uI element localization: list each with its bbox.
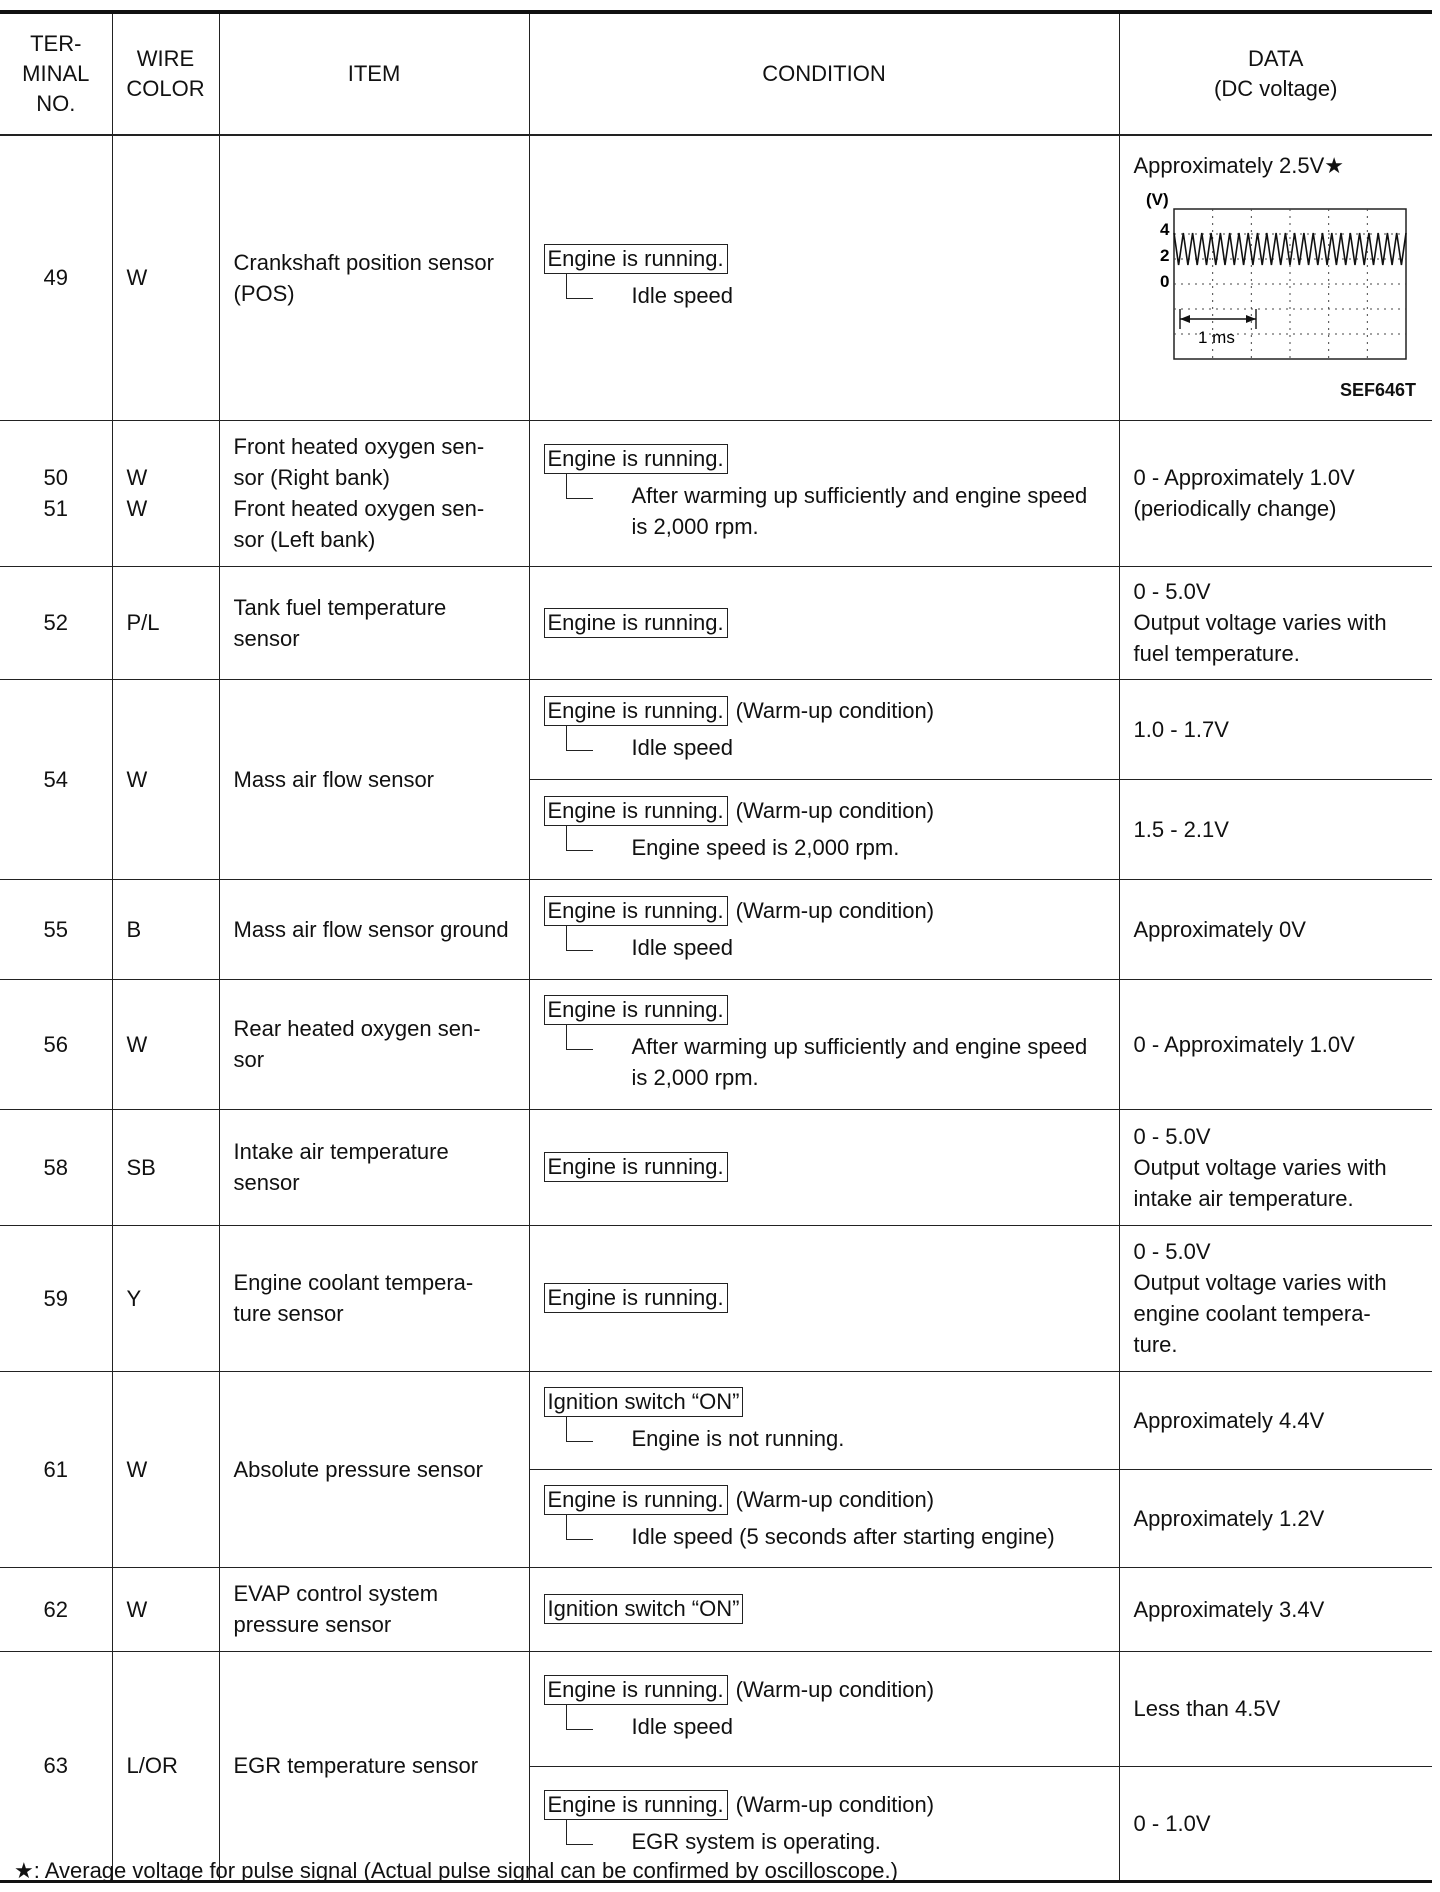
condition-sub-text: After warming up sufficiently and engine speed is 2,000 rpm. bbox=[631, 483, 1088, 539]
terminal-cell bbox=[0, 1109, 112, 1225]
condition-box: Engine is running. bbox=[544, 896, 728, 926]
elbow-connector-icon bbox=[566, 474, 593, 499]
condition-cell bbox=[529, 566, 1119, 679]
data-value: 1.0 - 1.7V bbox=[1133, 716, 1229, 742]
condition-box: Engine is running. bbox=[544, 244, 728, 274]
header-data-label: DATA (DC voltage) bbox=[1214, 46, 1338, 101]
terminal-cell bbox=[0, 679, 112, 879]
condition-line bbox=[544, 696, 1105, 726]
data-cell bbox=[1119, 1371, 1432, 1469]
condition-cell bbox=[529, 779, 1119, 879]
condition-line bbox=[544, 608, 1105, 638]
condition-sub bbox=[566, 480, 1105, 542]
condition-sub bbox=[566, 832, 1105, 863]
wire-color-cell-text: W bbox=[126, 766, 148, 792]
condition-cell bbox=[529, 1225, 1119, 1371]
condition-cell bbox=[529, 420, 1119, 566]
condition-cell bbox=[529, 135, 1119, 420]
wire-color-cell-text: W bbox=[126, 1596, 148, 1622]
table-row bbox=[0, 879, 1432, 979]
ecm-terminal-table bbox=[0, 10, 1432, 1883]
wire-color-cell bbox=[112, 979, 219, 1109]
terminal-cell bbox=[0, 1371, 112, 1567]
scope-arrow-left-icon bbox=[1180, 315, 1190, 323]
condition-note: (Warm-up condition) bbox=[735, 1677, 935, 1702]
item-cell-text: Intake air temperature sensor bbox=[233, 1139, 449, 1195]
data-value: 0 - Approximately 1.0V bbox=[1133, 1031, 1355, 1057]
condition-sub-text: After warming up sufficiently and engine speed is 2,000 rpm. bbox=[631, 1034, 1088, 1090]
scope-time-label: 1 ms bbox=[1197, 328, 1235, 347]
terminal-cell bbox=[0, 1651, 112, 1881]
item-cell-text: EGR temperature sensor bbox=[233, 1753, 479, 1778]
table-row bbox=[0, 566, 1432, 679]
item-cell-text: EVAP control system pressure sensor bbox=[233, 1581, 439, 1637]
data-value: Approximately 3.4V bbox=[1133, 1596, 1325, 1622]
wire-color-cell bbox=[112, 566, 219, 679]
item-cell bbox=[219, 1567, 529, 1651]
terminal-cell-text: 49 bbox=[43, 265, 68, 291]
terminal-cell-text: 56 bbox=[43, 1031, 68, 1057]
terminal-cell-text: 62 bbox=[43, 1596, 68, 1622]
terminal-cell-text: 55 bbox=[43, 916, 68, 942]
table-row bbox=[0, 420, 1432, 566]
wire-color-cell bbox=[112, 1567, 219, 1651]
elbow-connector-icon bbox=[566, 926, 593, 951]
terminal-cell bbox=[0, 566, 112, 679]
condition-box: Engine is running. bbox=[544, 1675, 728, 1705]
elbow-connector-icon bbox=[566, 826, 593, 851]
terminal-cell-text: 58 bbox=[43, 1154, 68, 1180]
table-row bbox=[0, 1371, 1432, 1469]
condition-line bbox=[544, 244, 1105, 274]
condition-line bbox=[544, 796, 1105, 826]
item-cell-text: Crankshaft position sensor (POS) bbox=[233, 249, 494, 306]
condition-sub-text: Idle speed bbox=[631, 934, 734, 960]
data-cell bbox=[1119, 879, 1432, 979]
wire-color-cell bbox=[112, 1651, 219, 1881]
wire-color-cell-text: SB bbox=[126, 1154, 156, 1180]
item-cell bbox=[219, 1651, 529, 1881]
condition-note: (Warm-up condition) bbox=[735, 797, 935, 823]
condition-box: Engine is running. bbox=[544, 1485, 728, 1515]
wire-color-cell-text: W bbox=[126, 1031, 148, 1057]
item-cell bbox=[219, 1371, 529, 1567]
data-value: 1.5 - 2.1V bbox=[1133, 816, 1229, 842]
condition-line bbox=[544, 1485, 1105, 1515]
condition-line bbox=[544, 1790, 1105, 1820]
oscilloscope-figure bbox=[1134, 191, 1419, 400]
header-row bbox=[0, 12, 1432, 135]
condition-sub bbox=[566, 1826, 1105, 1857]
condition-sub-text: Idle speed bbox=[631, 734, 734, 760]
wire-color-cell bbox=[112, 1225, 219, 1371]
elbow-connector-icon bbox=[566, 1025, 593, 1050]
data-value: 0 - 5.0V Output voltage varies with engine coolant tempera- ture. bbox=[1133, 1239, 1387, 1357]
terminal-cell-text: 50 51 bbox=[43, 465, 68, 521]
data-value: Approximately 2.5V★ bbox=[1133, 153, 1344, 178]
terminal-cell-text: 61 bbox=[43, 1456, 68, 1482]
data-value: Less than 4.5V bbox=[1133, 1696, 1281, 1721]
condition-box: Engine is running. bbox=[544, 995, 728, 1025]
condition-note: (Warm-up condition) bbox=[735, 1486, 935, 1512]
item-cell bbox=[219, 420, 529, 566]
condition-box: Engine is running. bbox=[544, 444, 728, 474]
condition-sub bbox=[566, 1423, 1105, 1454]
item-cell-text: Rear heated oxygen sen- sor bbox=[233, 1016, 481, 1072]
scope-tick-label: 0 bbox=[1159, 272, 1169, 291]
wire-color-cell bbox=[112, 879, 219, 979]
table-row bbox=[0, 135, 1432, 420]
scope-unit-label: (V) bbox=[1145, 191, 1169, 209]
wire-color-cell bbox=[112, 1109, 219, 1225]
condition-line bbox=[544, 1283, 1105, 1313]
condition-cell bbox=[529, 1109, 1119, 1225]
header-condition-label: CONDITION bbox=[762, 61, 886, 86]
table-row bbox=[0, 1651, 1432, 1766]
condition-line bbox=[544, 896, 1105, 926]
wire-color-cell-text: P/L bbox=[126, 610, 160, 635]
condition-sub-text: Engine speed is 2,000 rpm. bbox=[631, 834, 900, 860]
wire-color-cell-text: L/OR bbox=[126, 1753, 178, 1778]
data-value: 0 - Approximately 1.0V (periodically change) bbox=[1133, 465, 1355, 521]
condition-cell bbox=[529, 1469, 1119, 1567]
wire-color-cell bbox=[112, 135, 219, 420]
condition-sub bbox=[566, 280, 1105, 311]
elbow-connector-icon bbox=[566, 274, 593, 299]
condition-line bbox=[544, 1594, 1105, 1624]
terminal-cell-text: 63 bbox=[43, 1753, 68, 1778]
condition-line bbox=[544, 995, 1105, 1025]
wire-color-cell-text: W bbox=[126, 1456, 148, 1482]
data-cell bbox=[1119, 1225, 1432, 1371]
condition-sub-text: Engine is not running. bbox=[631, 1425, 845, 1451]
item-cell-text: Engine coolant tempera- ture sensor bbox=[233, 1270, 474, 1326]
terminal-cell bbox=[0, 1225, 112, 1371]
terminal-cell-text: 54 bbox=[43, 766, 68, 792]
terminal-table-wrapper bbox=[0, 10, 1432, 1883]
data-cell bbox=[1119, 1567, 1432, 1651]
data-value: Approximately 0V bbox=[1133, 916, 1306, 942]
table-row bbox=[0, 979, 1432, 1109]
data-cell bbox=[1119, 1469, 1432, 1567]
data-cell bbox=[1119, 1651, 1432, 1766]
header-item bbox=[219, 12, 529, 135]
data-value: 0 - 1.0V bbox=[1133, 1810, 1211, 1836]
item-cell bbox=[219, 879, 529, 979]
elbow-connector-icon bbox=[566, 1705, 593, 1730]
terminal-cell bbox=[0, 979, 112, 1109]
header-condition bbox=[529, 12, 1119, 135]
condition-cell bbox=[529, 679, 1119, 779]
condition-cell bbox=[529, 879, 1119, 979]
scope-tick-label: 4 bbox=[1159, 220, 1169, 239]
wire-color-cell bbox=[112, 420, 219, 566]
figure-code: SEF646T bbox=[1339, 380, 1416, 400]
condition-note: (Warm-up condition) bbox=[735, 697, 935, 723]
table-row bbox=[0, 1567, 1432, 1651]
condition-box: Engine is running. bbox=[544, 796, 728, 826]
data-cell bbox=[1119, 779, 1432, 879]
wire-color-cell-text: W bbox=[126, 265, 148, 291]
condition-sub bbox=[566, 1521, 1105, 1552]
data-cell bbox=[1119, 135, 1432, 420]
header-wire-color bbox=[112, 12, 219, 135]
table-row bbox=[0, 1225, 1432, 1371]
data-value: Approximately 1.2V bbox=[1133, 1505, 1325, 1531]
condition-sub-text: Idle speed bbox=[631, 283, 734, 309]
data-value: 0 - 5.0V Output voltage varies with fuel temperature. bbox=[1133, 579, 1387, 666]
terminal-cell bbox=[0, 420, 112, 566]
table-row bbox=[0, 679, 1432, 779]
data-cell bbox=[1119, 1109, 1432, 1225]
wire-color-cell bbox=[112, 679, 219, 879]
condition-sub-text: Idle speed bbox=[631, 1714, 734, 1739]
terminal-cell-text: 59 bbox=[43, 1285, 68, 1311]
condition-cell bbox=[529, 979, 1119, 1109]
condition-sub bbox=[566, 1711, 1105, 1742]
item-cell bbox=[219, 1109, 529, 1225]
condition-cell bbox=[529, 1567, 1119, 1651]
condition-note: (Warm-up condition) bbox=[735, 1791, 935, 1817]
item-cell bbox=[219, 135, 529, 420]
item-cell-text: Absolute pressure sensor bbox=[233, 1456, 483, 1482]
item-cell bbox=[219, 979, 529, 1109]
item-cell bbox=[219, 566, 529, 679]
condition-line bbox=[544, 1387, 1105, 1417]
wire-color-cell-text: W W bbox=[126, 465, 148, 521]
data-value: 0 - 5.0V Output voltage varies with intake air temperature. bbox=[1133, 1123, 1387, 1211]
condition-cell bbox=[529, 1651, 1119, 1766]
terminal-cell bbox=[0, 135, 112, 420]
wire-color-cell bbox=[112, 1371, 219, 1567]
terminal-cell bbox=[0, 1567, 112, 1651]
wire-color-cell-text: Y bbox=[126, 1285, 142, 1311]
header-data bbox=[1119, 12, 1432, 135]
table-body bbox=[0, 135, 1432, 1881]
condition-box: Ignition switch “ON” bbox=[544, 1387, 744, 1417]
condition-note: (Warm-up condition) bbox=[735, 897, 935, 923]
item-cell-text: Tank fuel temperature sensor bbox=[233, 594, 447, 651]
data-cell bbox=[1119, 566, 1432, 679]
condition-box: Engine is running. bbox=[544, 1152, 728, 1182]
condition-sub-text: Idle speed (5 seconds after starting engine) bbox=[631, 1523, 1055, 1549]
header-terminal-label: TER- MINAL NO. bbox=[22, 31, 90, 116]
data-cell bbox=[1119, 420, 1432, 566]
item-cell-text: Front heated oxygen sen- sor (Right bank) Front heated oxygen sen- sor (Left bank) bbox=[233, 434, 485, 552]
elbow-connector-icon bbox=[566, 1820, 593, 1845]
scope-tick-label: 2 bbox=[1159, 246, 1169, 265]
data-cell bbox=[1119, 679, 1432, 779]
data-value: Approximately 4.4V bbox=[1133, 1407, 1325, 1433]
condition-line bbox=[544, 1152, 1105, 1182]
condition-line bbox=[544, 1675, 1105, 1705]
condition-box: Engine is running. bbox=[544, 608, 728, 638]
item-cell-text: Mass air flow sensor bbox=[233, 766, 435, 792]
header-terminal bbox=[0, 12, 112, 135]
header-item-label: ITEM bbox=[347, 61, 401, 86]
condition-box: Engine is running. bbox=[544, 1790, 728, 1820]
elbow-connector-icon bbox=[566, 1417, 593, 1442]
condition-sub bbox=[566, 932, 1105, 963]
elbow-connector-icon bbox=[566, 726, 593, 751]
item-cell bbox=[219, 679, 529, 879]
item-cell bbox=[219, 1225, 529, 1371]
data-cell bbox=[1119, 979, 1432, 1109]
condition-box: Ignition switch “ON” bbox=[544, 1594, 744, 1624]
wire-color-cell-text: B bbox=[126, 916, 142, 942]
condition-sub bbox=[566, 732, 1105, 763]
terminal-cell-text: 52 bbox=[43, 610, 68, 635]
oscilloscope-waveform bbox=[1134, 191, 1424, 367]
elbow-connector-icon bbox=[566, 1515, 593, 1540]
condition-line bbox=[544, 444, 1105, 474]
table-row bbox=[0, 1109, 1432, 1225]
condition-cell bbox=[529, 1371, 1119, 1469]
condition-sub-text: EGR system is operating. bbox=[631, 1828, 881, 1854]
data-cell bbox=[1119, 1766, 1432, 1881]
header-wire-label: WIRE COLOR bbox=[126, 46, 205, 101]
condition-sub bbox=[566, 1031, 1105, 1093]
condition-box: Engine is running. bbox=[544, 696, 728, 726]
terminal-cell bbox=[0, 879, 112, 979]
footnote: ★: Average voltage for pulse signal (Actual pulse signal can be confirmed by oscilloscope.) bbox=[14, 1858, 898, 1883]
condition-box: Engine is running. bbox=[544, 1283, 728, 1313]
item-cell-text: Mass air flow sensor ground bbox=[233, 916, 509, 942]
